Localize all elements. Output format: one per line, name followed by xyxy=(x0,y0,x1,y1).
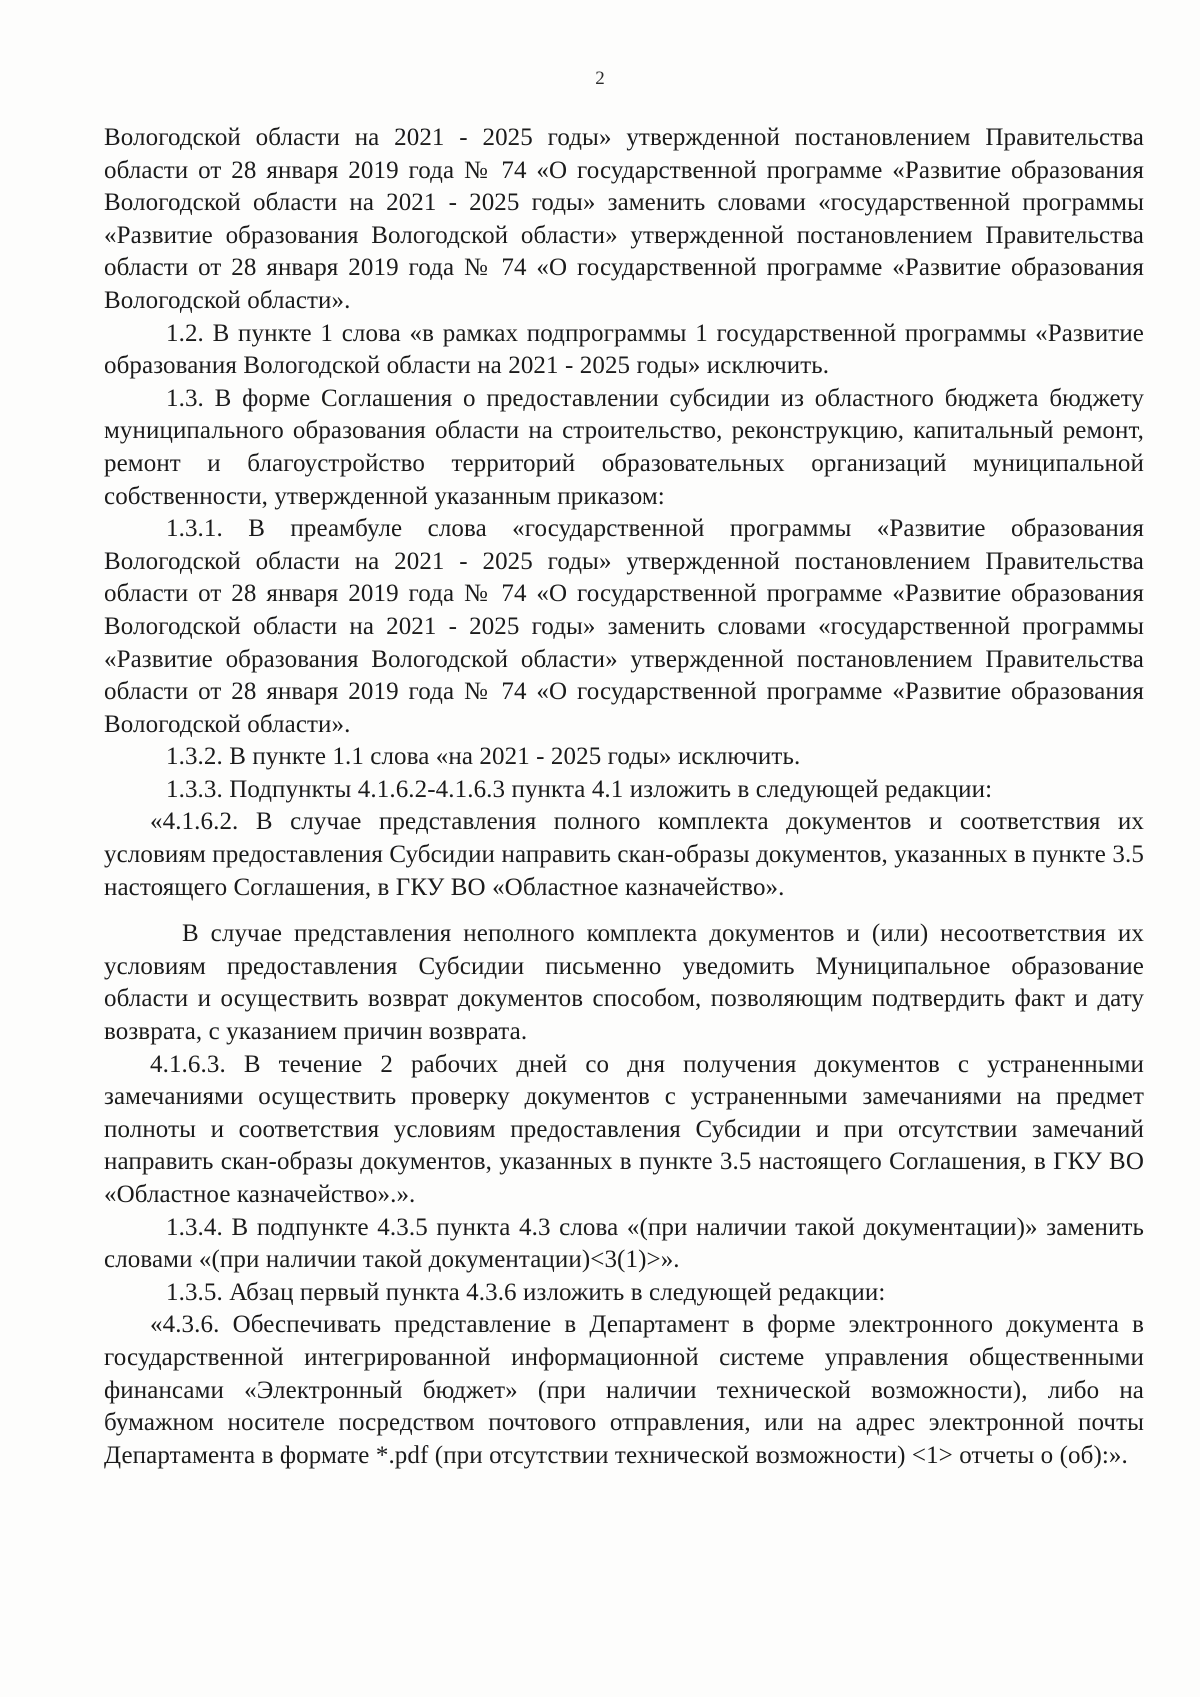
paragraph-1-3-5: 1.3.5. Абзац первый пункта 4.3.6 изложить в следующей редакции: xyxy=(166,1278,886,1306)
paragraph-1-3-3: 1.3.3. Подпункты 4.1.6.2-4.1.6.3 пункта 4.1 изложить в следующей редакции: xyxy=(166,775,993,803)
paragraph-4-1-6-2: «4.1.6.2. В случае представления полного комплекта документов и соответствия их условиям предоставления Субсидии направить скан-образы документов, указанных в пункте 3.5 настоящего Соглашения, в ГКУ ВО «Областное казначейство». xyxy=(104,808,1144,901)
paragraph-1-3-4: 1.3.4. В подпункте 4.3.5 пункта 4.3 слова «(при наличии такой документации)» заменить словами «(при наличии такой документации)<3(1)>». xyxy=(104,1213,1144,1274)
paragraph-1-3-2: 1.3.2. В пункте 1.1 слова «на 2021 - 2025 годы» исключить. xyxy=(166,743,801,771)
paragraph-1-3: 1.3. В форме Соглашения о предоставлении субсидии из областного бюджета бюджету муниципального образования области на строительство, реконструкцию, капитальный ремонт, ремонт и благоустройство территорий образовательных организаций муниципальной собственности, утвержденной указанным приказом: xyxy=(104,384,1144,510)
paragraph-incomplete-documents: В случае представления неполного комплекта документов и (или) несоответствия их условиям предоставления Субсидии письменно уведомить Муниципальное образование области и осуществить возврат документов способом, позволяющим подтвердить факт и дату возврата, с указанием причин возврата. xyxy=(104,920,1144,1046)
paragraph-4-3-6: «4.3.6. Обеспечивать представление в Департамент в форме электронного документа в государственной интегрированной информационной системе управления общественными финансами «Электронный бюджет» (при наличии технической возможности), либо на бумажном носителе посредством почтового отправления, или на адрес электронной почты Департамента в формате *.pdf (при отсутствии технической возможности) <1> отчеты о (об):». xyxy=(104,1311,1144,1469)
document-body xyxy=(104,122,1144,1472)
paragraph-continuation: Вологодской области на 2021 - 2025 годы» утвержденной постановлением Правительства области от 28 января 2019 года № 74 «О государственной программе «Развитие образования Вологодской области на 2021 - 2025 годы» заменить словами «государственной программы «Развитие образования Вологодской области» утвержденной постановлением Правительства области от 28 января 2019 года № 74 «О государственной программе «Развитие образования Вологодской области». xyxy=(104,124,1144,314)
page-number: 2 xyxy=(595,68,605,89)
paragraph-4-1-6-3: 4.1.6.3. В течение 2 рабочих дней со дня получения документов с устраненными замечаниями осуществить проверку документов с устраненными замечаниями на предмет полноты и соответствия условиям предоставления Субсидии и при отсутствии замечаний направить скан-образы документов, указанных в пункте 3.5 настоящего Соглашения, в ГКУ ВО «Областное казначейство».». xyxy=(104,1050,1144,1208)
paragraph-1-2: 1.2. В пункте 1 слова «в рамках подпрограммы 1 государственной программы «Развитие образования Вологодской области на 2021 - 2025 годы» исключить. xyxy=(104,319,1144,380)
paragraph-1-3-1: 1.3.1. В преамбуле слова «государственной программы «Развитие образования Вологодской области на 2021 - 2025 годы» утвержденной постановлением Правительства области от 28 января 2019 года № 74 «О государственной программе «Развитие образования Вологодской области на 2021 - 2025 годы» заменить словами «государственной программы «Развитие образования Вологодской области» утвержденной постановлением Правительства области от 28 января 2019 года № 74 «О государственной программе «Развитие образования Вологодской области». xyxy=(104,515,1144,738)
